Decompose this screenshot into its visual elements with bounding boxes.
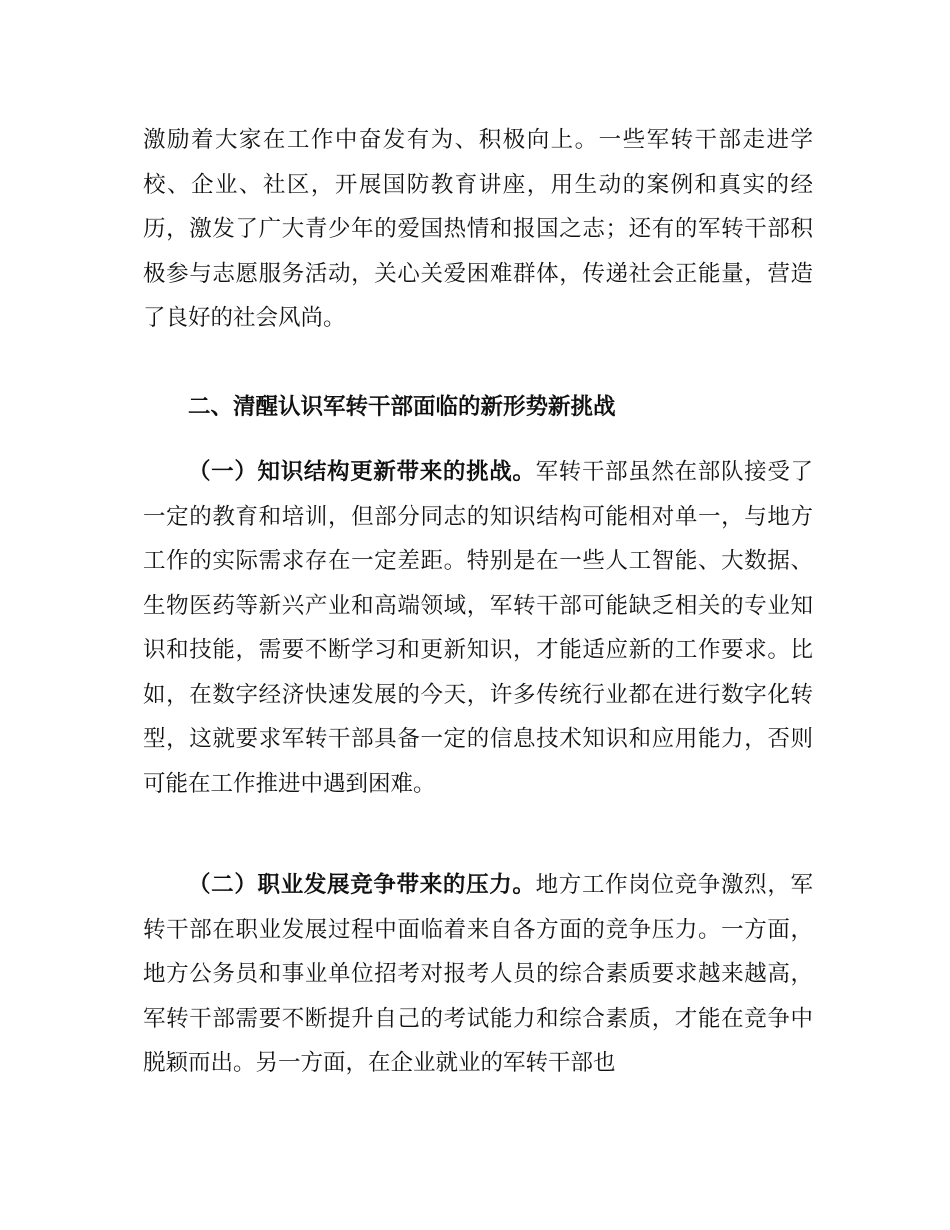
subsection-body-2: 地方工作岗位竞争激烈，军转干部在职业发展过程中面临着来自各方面的竞争压力。一方面，地方公务员和事业单位招考对报考人员的综合素质要求越来越高，军转干部需要不断提升自己的考试能力和综合素质，才能在竞争中脱颖而出。另一方面，在企业就业的军转干部也 bbox=[143, 872, 813, 1076]
subsection-paragraph-2 bbox=[143, 863, 813, 1086]
subsection-title-2: （二）职业发展竞争带来的压力。 bbox=[188, 872, 536, 898]
subsection-paragraph-1 bbox=[143, 450, 813, 806]
subsection-body-1: 军转干部虽然在部队接受了一定的教育和培训，但部分同志的知识结构可能相对单一，与地方工作的实际需求存在一定差距。特别是在一些人工智能、大数据、生物医药等新兴产业和高端领域，军转干部可能缺乏相关的专业知识和技能，需要不断学习和更新知识，才能适应新的工作要求。比如，在数字经济快速发展的今天，许多传统行业都在进行数字化转型，这就要求军转干部具备一定的信息技术知识和应用能力，否则可能在工作推进中遇到困难。 bbox=[143, 459, 813, 797]
section-heading: 二、清醒认识军转干部面临的新形势新挑战 bbox=[188, 394, 616, 420]
subsection-title-1: （一）知识结构更新带来的挑战。 bbox=[188, 459, 536, 485]
body-paragraph: 激励着大家在工作中奋发有为、积极向上。一些军转干部走进学校、企业、社区，开展国防教育讲座，用生动的案例和真实的经历，激发了广大青少年的爱国热情和报国之志；还有的军转干部积极参与志愿服务活动，关心关爱困难群体，传递社会正能量，营造了良好的社会风尚。 bbox=[143, 127, 813, 331]
